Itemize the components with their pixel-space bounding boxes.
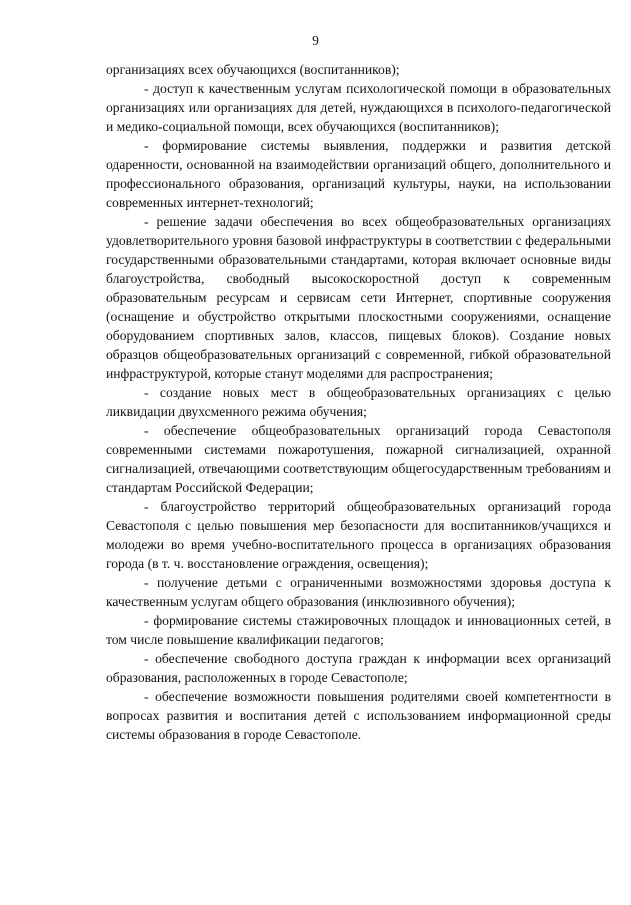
page-number: 9 bbox=[312, 33, 319, 48]
list-item-psychological-help: - доступ к качественным услугам психологической помощи в образовательных организациях или организациях для детей, нуждающихся в психолого-педагогической и медико-социальной помощи, всех обучающихся (воспитанников); bbox=[106, 81, 611, 134]
list-item-territory-improvement: - благоустройство территорий общеобразовательных организаций города Севастополя с целью повышения мер безопасности для воспитанников/учащихся и молодежи во время учебно-воспитательного процесса в организациях образования города (в т. ч. восстановление ограждения, освещения); bbox=[106, 499, 611, 571]
paragraph-continuation: организациях всех обучающихся (воспитанников); bbox=[106, 62, 400, 77]
list-item-innovation-networks: - формирование системы стажировочных площадок и инновационных сетей, в том числе повышение квалификации педагогов; bbox=[106, 613, 611, 647]
list-item-fire-safety: - обеспечение общеобразовательных организаций города Севастополя современными системами пожаротушения, пожарной сигнализацией, охранной сигнализацией, отвечающими соответствующим общегосударственным требованиям и стандартам Российской Федерации; bbox=[106, 423, 611, 495]
list-item-information-access: - обеспечение свободного доступа граждан к информации всех организаций образования, расположенных в городе Севастополе; bbox=[106, 651, 611, 685]
list-item-gifted-children: - формирование системы выявления, поддержки и развития детской одаренности, основанной на взаимодействии организаций общего, дополнительного и профессионального образования, организаций культуры, науки, на использовании современных интернет-технологий; bbox=[106, 138, 611, 210]
list-item-new-places: - создание новых мест в общеобразовательных организациях с целью ликвидации двухсменного режима обучения; bbox=[106, 385, 611, 419]
document-body bbox=[106, 60, 611, 744]
list-item-infrastructure: - решение задачи обеспечения во всех общеобразовательных организациях удовлетворительного уровня базовой инфраструктуры в соответствии с федеральными государственными образовательными стандартами, которая включает основные виды благоустройства, свободный высокоскоростной доступ к современным образовательным ресурсам и сервисам сети Интернет, спортивные сооружения (оснащение и обустройство открытыми плоскостными сооружениями, оснащение оборудованием спортивных залов, классов, пищевых блоков). Создание новых образцов общеобразовательных организаций с современной, гибкой образовательной инфраструктурой, которые станут моделями для распространения; bbox=[106, 214, 611, 381]
list-item-parent-competence: - обеспечение возможности повышения родителями своей компетентности в вопросах развития и воспитания детей с использованием информационной среды системы образования в городе Севастополе. bbox=[106, 689, 611, 742]
list-item-inclusive-education: - получение детьми с ограниченными возможностями здоровья доступа к качественным услугам общего образования (инклюзивного обучения); bbox=[106, 575, 611, 609]
